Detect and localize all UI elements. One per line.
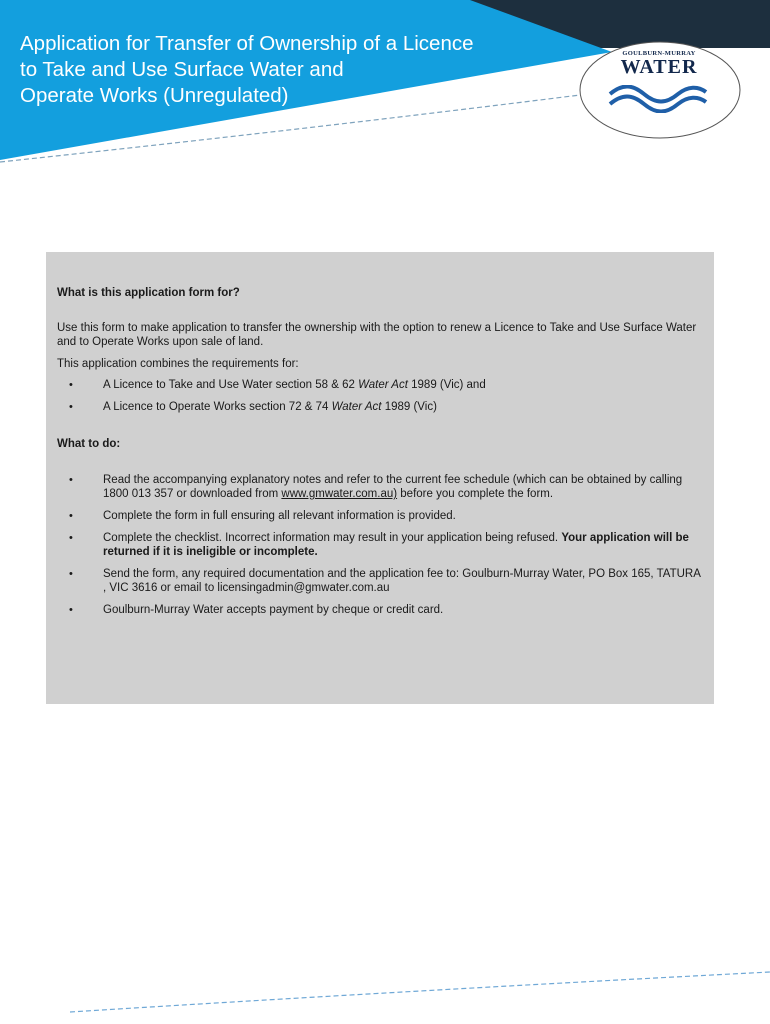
list-item: • Send the form, any required documentation and the application fee to: Goulburn-Murray Water, PO Box 165, TATURA , VIC 3616 or email to licensingadmin@gmwater.com.au xyxy=(69,568,701,594)
list-item: • Complete the checklist. Incorrect information may result in your application being refused. Your application will be returned if it is ineligible or incomplete. xyxy=(69,532,689,558)
gmwater-website-link[interactable]: www.gmwater.com.au) xyxy=(281,488,398,500)
title-line-3: Operate Works (Unregulated) xyxy=(20,84,289,107)
page-title xyxy=(20,31,580,109)
bullet: • xyxy=(69,379,73,391)
footer-dashed-line xyxy=(0,960,770,1024)
heading-what-to-do: What to do: xyxy=(57,438,121,450)
list-item: • Goulburn-Murray Water accepts payment by cheque or credit card. xyxy=(69,604,444,616)
logo-top-text: GOULBURN-MURRAY xyxy=(622,50,696,57)
purpose-paragraph: Use this form to make application to transfer the ownership with the option to renew a Licence to Take and Use Surface Water and to Operate Works upon sale of land. xyxy=(57,322,697,348)
bullet: • xyxy=(69,510,73,522)
list-item: • A Licence to Operate Works section 72 & 74 Water Act 1989 (Vic) xyxy=(69,401,437,413)
list-item: • Complete the form in full ensuring all relevant information is provided. xyxy=(69,510,456,522)
gmw-logo xyxy=(600,40,718,120)
list-item: • Read the accompanying explanatory notes and refer to the current fee schedule (which can be obtained by calling 1800 013 357 or downloaded from www.gmwater.com.au) before you complete the form. xyxy=(69,474,683,500)
title-line-2: to Take and Use Surface Water and xyxy=(20,58,344,81)
info-panel xyxy=(46,252,714,704)
bullet: • xyxy=(69,532,73,544)
title-line-1: Application for Transfer of Ownership of a Licence xyxy=(20,32,474,55)
requirements-list xyxy=(57,378,704,414)
bullet: • xyxy=(69,568,73,580)
bullet: • xyxy=(69,604,73,616)
requirements-intro: This application combines the requirements for: xyxy=(57,358,299,370)
bullet: • xyxy=(69,474,73,486)
bullet: • xyxy=(69,401,73,413)
logo-main-text: WATER xyxy=(620,56,698,78)
list-item: • A Licence to Take and Use Water section 58 & 62 Water Act 1989 (Vic) and xyxy=(69,379,486,391)
water-waves-icon xyxy=(608,85,708,113)
heading-purpose: What is this application form for? xyxy=(57,287,240,299)
todo-list xyxy=(57,473,704,617)
